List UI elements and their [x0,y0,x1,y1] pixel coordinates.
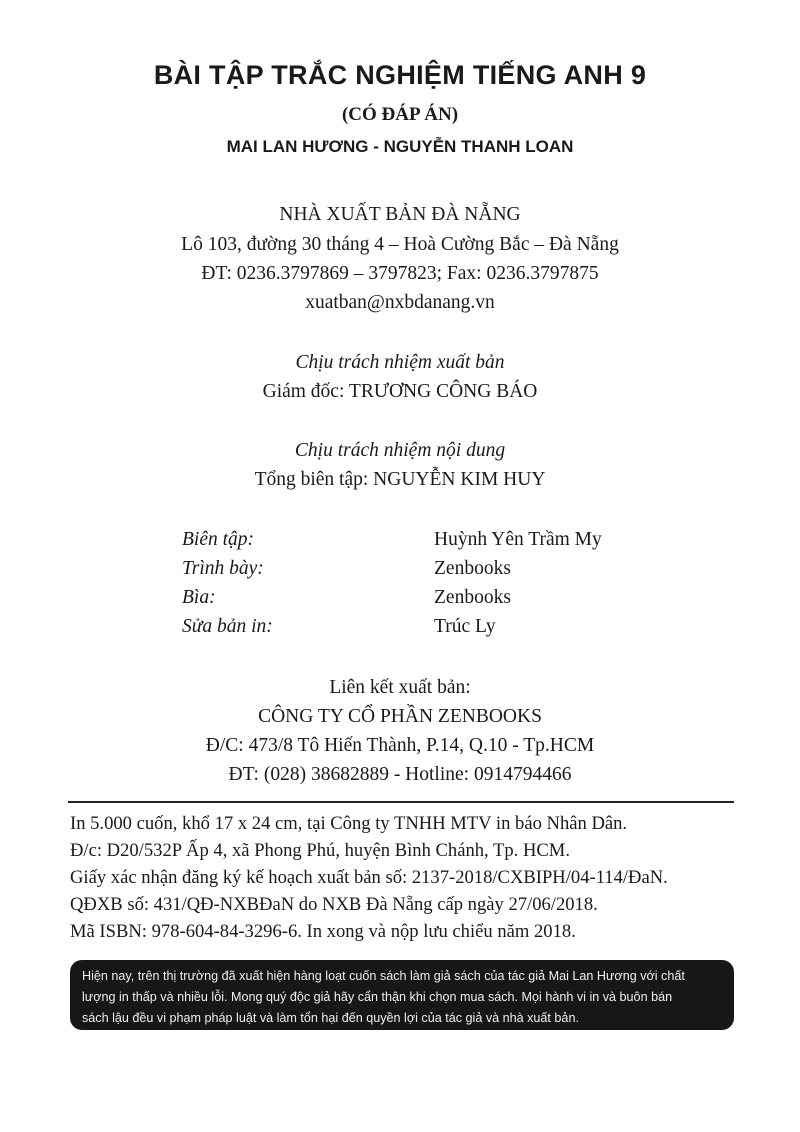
partner-contact: ĐT: (028) 38682889 - Hotline: 0914794466 [228,764,572,785]
notice-line: Hiện nay, trên thị trường đã xuất hiện hàng loạt cuốn sách làm giả sách của tác giả Mai Lan Hương với chất [82,969,685,983]
credit-role: Trình bày: [182,558,264,579]
book-authors: MAI LAN HƯƠNG - NGUYỄN THANH LOAN [226,137,574,156]
content-responsibility-heading: Chịu trách nhiệm nội dung [294,440,506,461]
publisher-email: xuatban@nxbdanang.vn [305,292,495,313]
publisher-address: Lô 103, đường 30 tháng 4 – Hoà Cường Bắc – Đà Nẵng [181,234,619,255]
divider [68,801,734,803]
credit-role: Bìa: [182,587,216,608]
book-title: BÀI TẬP TRẮC NGHIỆM TIẾNG ANH 9 [153,60,647,90]
credit-role: Biên tập: [182,529,255,550]
credit-role: Sửa bản in: [182,616,273,637]
notice-line: lượng in thấp và nhiều lỗi. Mong quý độc giả hãy cẩn thận khi chọn mua sách. Mọi hành vi in và buôn bán [82,990,673,1004]
print-info-line: Mã ISBN: 978-604-84-3296-6. In xong và nộp lưu chiểu năm 2018. [70,921,576,942]
credit-name: Zenbooks [434,558,511,579]
partner-address: Đ/C: 473/8 Tô Hiến Thành, P.14, Q.10 - Tp.HCM [205,735,595,756]
partner-heading: Liên kết xuất bản: [329,677,471,698]
print-info-line: Giấy xác nhận đăng ký kế hoạch xuất bản số: 2137-2018/CXBIPH/04-114/ĐaN. [70,867,668,888]
partner-company: CÔNG TY CỔ PHẦN ZENBOOKS [258,706,542,727]
book-subtitle: (CÓ ĐÁP ÁN) [341,104,459,125]
print-info-line: QĐXB số: 431/QĐ-NXBĐaN do NXB Đà Nẵng cấp ngày 27/06/2018. [70,894,598,915]
credit-name: Trúc Ly [434,616,496,637]
print-info-line: In 5.000 cuốn, khổ 17 x 24 cm, tại Công ty TNHH MTV in báo Nhân Dân. [70,813,628,834]
notice-line: sách lậu đều vi phạm pháp luật và làm tổn hại đến quyền lợi của tác giả và nhà xuất bản. [82,1011,579,1025]
credit-name: Zenbooks [434,587,511,608]
print-info-line: Đ/c: D20/532P Ấp 4, xã Phong Phú, huyện Bình Chánh, Tp. HCM. [70,840,570,861]
publisher-phone: ĐT: 0236.3797869 – 3797823; Fax: 0236.3797875 [201,263,599,284]
publisher-name: NHÀ XUẤT BẢN ĐÀ NẴNG [279,204,521,225]
editor-in-chief: Tổng biên tập: NGUYỄN KIM HUY [254,469,546,490]
publishing-responsibility-heading: Chịu trách nhiệm xuất bản [295,352,505,373]
credit-name: Huỳnh Yên Trầm My [434,529,602,550]
counterfeit-notice [70,960,734,1030]
publishing-director: Giám đốc: TRƯƠNG CÔNG BÁO [262,381,538,402]
